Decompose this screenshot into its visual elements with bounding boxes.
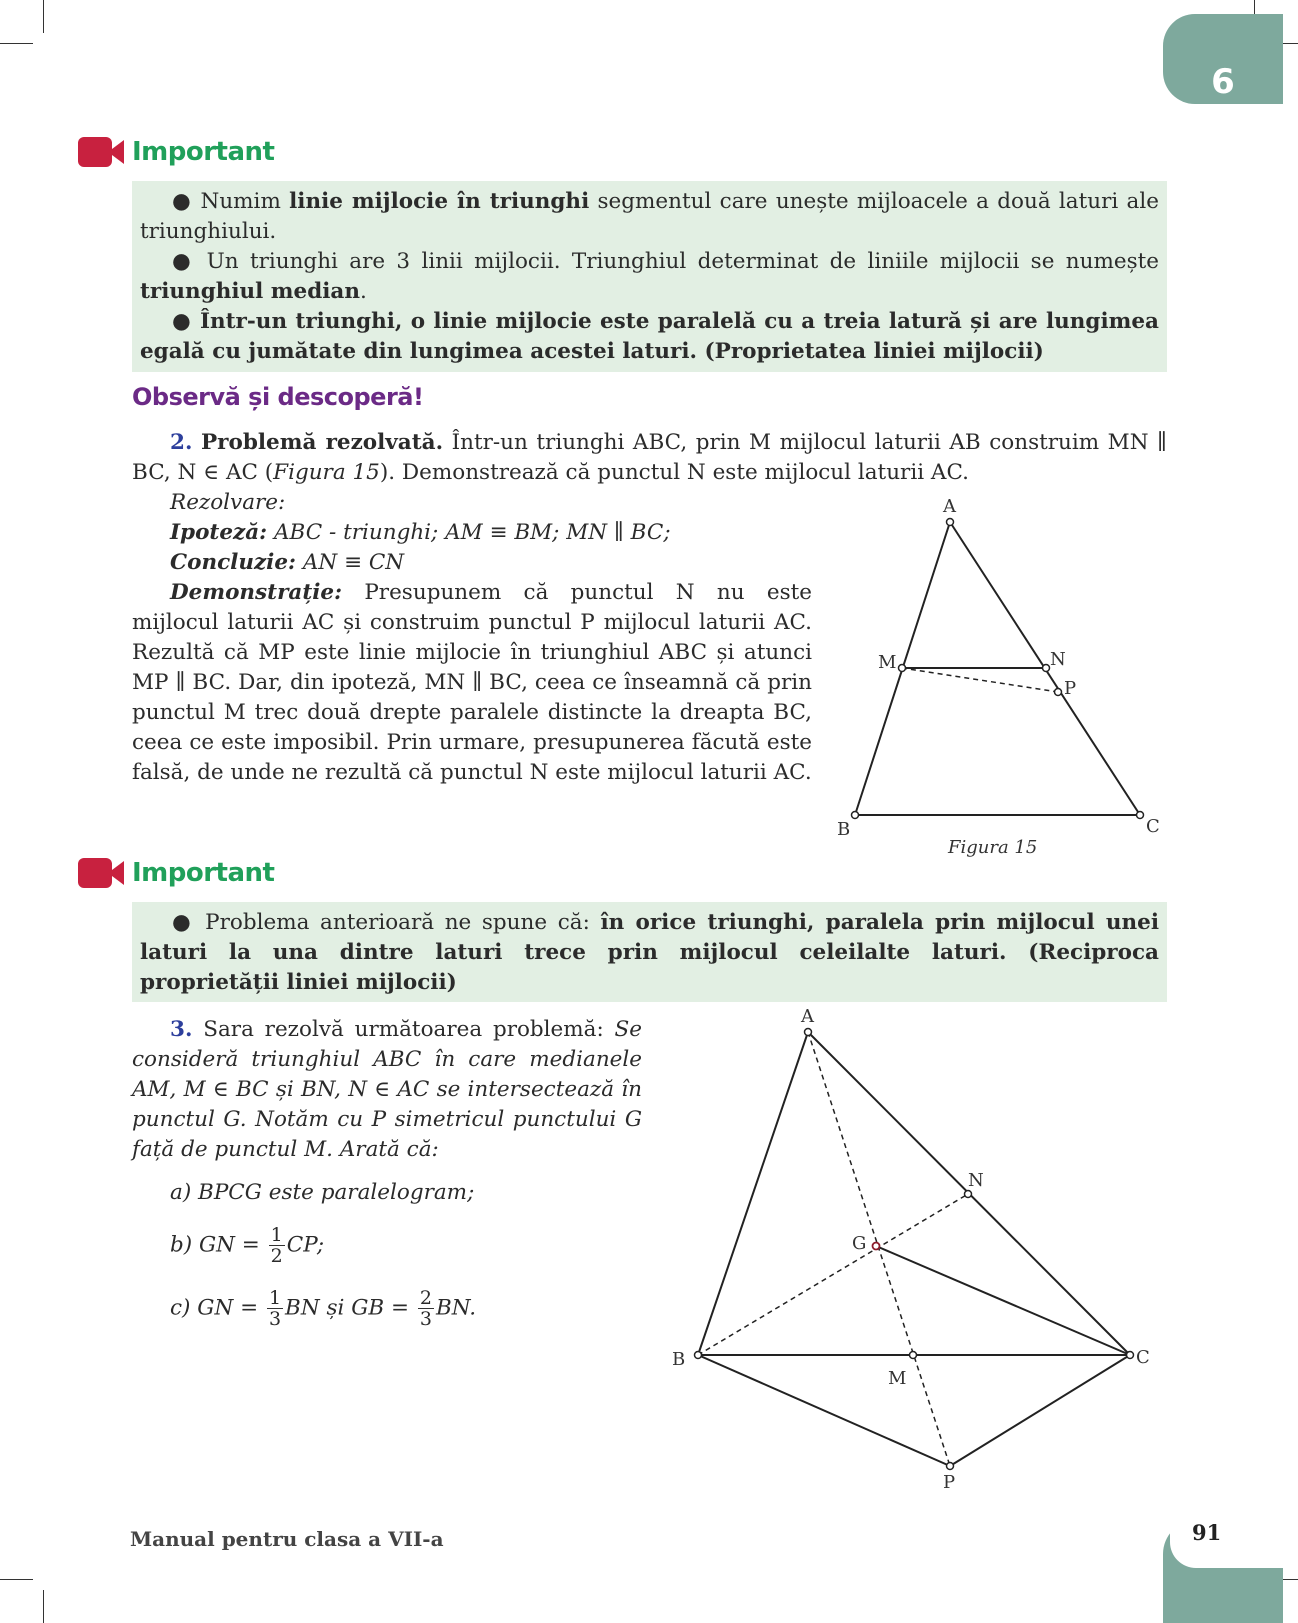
camera-icon: [78, 858, 124, 888]
chapter-number: 6: [1211, 62, 1235, 102]
label-n: N: [968, 1170, 984, 1191]
important-title: Important: [132, 137, 275, 167]
definition-paragraph: ● Numim linie mijlocie în triunghi segmentul care unește mijloacele a două laturi ale triunghiului.: [140, 189, 1159, 244]
property-paragraph: ● Într-un triunghi, o linie mijlocie este paralelă cu a treia latură și are lungimea egală cu jumătate din lungimea acestei laturi. (Proprietatea liniei mijlocii): [140, 309, 1159, 364]
ipoteza-line: Ipoteză: ABC - triunghi; AM ≡ BM; MN ∥ BC;: [170, 520, 671, 545]
crop-mark: [43, 0, 44, 33]
segment-bp: [698, 1355, 950, 1466]
crop-mark: [0, 1579, 33, 1580]
label-n: N: [1050, 649, 1066, 670]
crop-mark: [43, 1590, 44, 1623]
label-b: B: [672, 1349, 686, 1370]
important-box-1: [132, 181, 1167, 372]
important-title: Important: [132, 858, 275, 888]
median-triangle-paragraph: ● Un triunghi are 3 linii mijlocii. Triunghiul determinat de liniile mijlocii se numește triunghiul median.: [140, 249, 1159, 304]
segment-mp: [902, 668, 1058, 692]
figure-15: [820, 490, 1180, 860]
label-p: P: [943, 1472, 956, 1493]
side-ab: [698, 1032, 808, 1355]
label-g: G: [852, 1233, 867, 1254]
label-m: M: [888, 1368, 907, 1389]
reciprocal-paragraph: ● Problema anterioară ne spune că: în orice triunghi, paralela prin mijlocul unei laturi la una dintre laturi trece prin mijlocul celeilalte laturi. (Reciproca proprietății liniei mijlocii): [140, 910, 1159, 995]
concluzie-line: Concluzie: AN ≡ CN: [170, 550, 405, 575]
page-tab-cutout: [1170, 1520, 1283, 1568]
label-c: C: [1146, 816, 1160, 837]
label-a: A: [943, 496, 956, 517]
segment-cp: [950, 1355, 1130, 1466]
label-a: A: [801, 1006, 814, 1027]
problem-3-item-a: a) BPCG este paralelogram;: [170, 1180, 475, 1205]
label-c: C: [1136, 1347, 1150, 1368]
camera-icon: [78, 137, 124, 167]
demonstratie-paragraph: Demonstrație: Presupunem că punctul N nu este mijlocul laturii AC și construim punctul P mijlocul laturii AC. Rezultă că MP este linie mijlocie în triunghiul ABC și atunci MP ∥ BC. Dar, din ipoteză, MN ∥ BC, ceea ce înseamnă că prin punctul M trec două drepte paralele distincte la dreapta BC, ceea ce este imposibil. Prin urmare, presupunerea făcută este falsă, de unde ne rezultă că punctul N este mijlocul laturii AC.: [132, 580, 812, 785]
problem-3-item-c: c) GN = $\frac{1}{3}$ BN și GB = $\frac{2}{3}$ BN.: [170, 1287, 477, 1330]
important-box-2: [132, 902, 1167, 1002]
figure-caption: Figura 15: [948, 837, 1038, 858]
important-heading-2: [78, 858, 274, 888]
section-title: Observă și descoperă!: [132, 383, 424, 411]
segment-gc: [876, 1246, 1130, 1355]
problem-2-statement: 2. Problemă rezolvată. Într-un triunghi ABC, prin M mijlocul laturii AB construim MN ∥ BC, N ∈ AC (Figura 15). Demonstrează că punctul N este mijlocul laturii AC.: [132, 430, 1167, 485]
rezolvare-label: Rezolvare:: [170, 490, 286, 515]
crop-mark: [0, 43, 33, 44]
problem-2-solution: [132, 488, 812, 788]
label-p: P: [1064, 678, 1077, 699]
median-bn: [698, 1194, 968, 1355]
figure-16: [660, 1000, 1160, 1500]
footer-title: Manual pentru clasa a VII-a: [130, 1527, 444, 1551]
page-number: 91: [1192, 1520, 1222, 1545]
problem-3-item-b: b) GN = $\frac{1}{2}$ CP;: [170, 1224, 325, 1267]
problem-3-statement: 3. Sara rezolvă următoarea problemă: Se consideră triunghiul ABC în care medianele AM, M ∈ BC și BN, N ∈ AC se intersectează în punctul G. Notăm cu P simetricul punctului G față de punctul M. Arată că:: [132, 1017, 642, 1162]
label-m: M: [878, 652, 897, 673]
important-heading-1: [78, 137, 274, 167]
label-b: B: [837, 819, 851, 840]
